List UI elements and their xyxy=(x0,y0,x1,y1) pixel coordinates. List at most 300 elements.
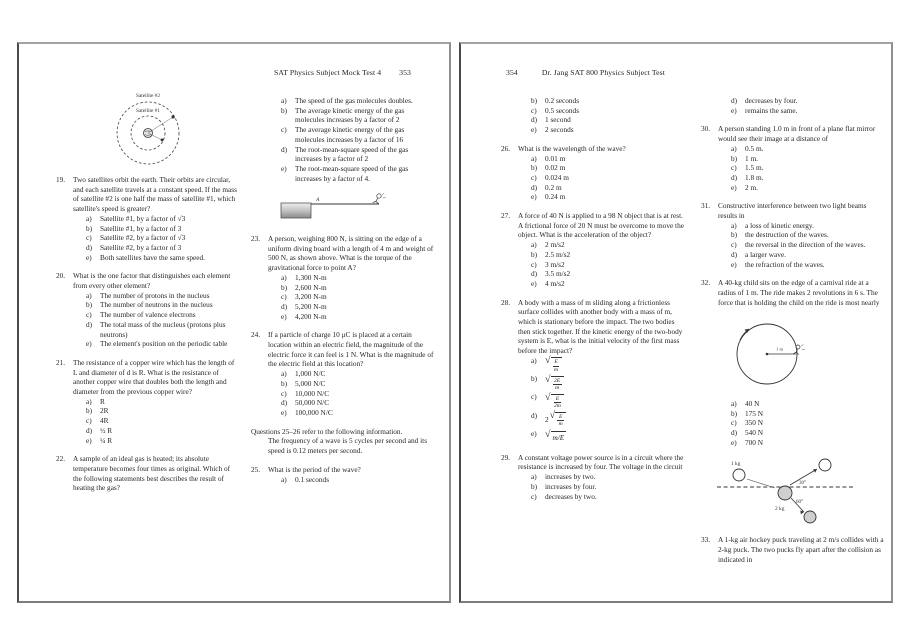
answer-option xyxy=(281,145,434,164)
math-expression xyxy=(545,373,564,391)
options-continuation xyxy=(718,399,884,448)
answer-option xyxy=(281,302,434,312)
diving-board-diagram xyxy=(279,192,391,224)
question-text: Two satellites orbit the earth. Their orbits are circular, and each satellite travels at a constant speed. If the mass of satellite #2 is one half the mass of satellite #1, which satellite's speed is greater? xyxy=(73,175,237,214)
option-text: 2.5 m/s2 xyxy=(545,249,571,259)
option-text: Satellite #2, by a factor of √3 xyxy=(100,233,186,243)
question-text: The resistance of a copper wire which has the length of L and diameter of d is R. What is the resistance of another copper wire that doubles both the length and diameter from the previous copper wire? xyxy=(73,357,235,397)
question-text: A sample of an ideal gas is heated; its absolute temperature becomes four times as original. Which of the following statements best describes the result of heating the gas? xyxy=(73,454,231,493)
option-label: e) xyxy=(86,252,92,262)
answer-option xyxy=(281,292,434,302)
question-body xyxy=(518,298,684,444)
option-label: b) xyxy=(281,105,288,115)
math-expression xyxy=(545,357,562,372)
option-label: c) xyxy=(86,416,92,426)
option-label: d) xyxy=(731,249,738,259)
question-33 xyxy=(701,535,884,564)
option-text: Both satellites have the same speed. xyxy=(100,252,205,262)
option-text: 1,000 N/C xyxy=(295,369,326,379)
answer-option xyxy=(86,243,239,253)
page-header xyxy=(274,68,411,77)
answer-option xyxy=(86,214,239,224)
option-label: b) xyxy=(86,300,93,310)
question-31 xyxy=(701,201,884,269)
radicand xyxy=(555,412,566,427)
option-text xyxy=(545,356,684,374)
denominator: m xyxy=(558,421,563,428)
numerator: E xyxy=(555,395,560,402)
question-27 xyxy=(501,211,684,289)
option-label: a) xyxy=(531,472,537,482)
question-number: 30. xyxy=(701,124,711,134)
option-label: c) xyxy=(86,233,92,243)
option-label: b) xyxy=(86,406,93,416)
question-30 xyxy=(701,124,884,192)
option-label: b) xyxy=(86,223,93,233)
option-text xyxy=(545,392,684,410)
answer-option xyxy=(531,250,684,260)
option-text: a loss of kinetic energy. xyxy=(745,220,814,230)
radicand xyxy=(551,394,565,409)
option-label: d) xyxy=(281,301,288,311)
question-25 xyxy=(251,465,434,484)
radical-sign: √ xyxy=(549,410,556,422)
option-text: The element's position on the periodic table xyxy=(100,339,228,349)
fraction xyxy=(553,396,563,409)
question-body xyxy=(518,144,684,202)
option-label: d) xyxy=(731,96,738,105)
answer-option xyxy=(281,369,434,379)
option-label: b) xyxy=(281,282,288,292)
option-label: d) xyxy=(731,172,738,182)
satellite-orbits-diagram xyxy=(100,90,196,166)
answer-option xyxy=(731,428,884,438)
question-body xyxy=(268,465,434,484)
answer-option xyxy=(531,472,684,482)
question-text: A force of 40 N is applied to a 98 N object that is at rest. A frictional force of 20 N must be overcome to move the object. What is the acceleration of the object? xyxy=(518,211,684,240)
answer-option xyxy=(281,312,434,322)
option-label: e) xyxy=(86,339,92,349)
option-label: a) xyxy=(731,143,737,153)
question-text: A 40-kg child sits on the edge of a carnival ride at a radius of 1 m. The ride makes 2 revolutions in 6 s. The force that is holding the child on the ride is most nearly xyxy=(718,278,880,307)
option-text: 5,200 N-m xyxy=(295,301,327,311)
answer-option xyxy=(531,492,684,502)
question-21 xyxy=(56,358,239,445)
answer-option xyxy=(731,438,884,448)
question-body xyxy=(73,271,239,349)
option-text: 540 N xyxy=(745,428,764,438)
question-body xyxy=(518,453,684,502)
option-label: c) xyxy=(281,388,287,398)
question-26 xyxy=(501,144,684,202)
question-number: 27. xyxy=(501,211,511,221)
option-label: b) xyxy=(731,408,738,418)
radicand xyxy=(551,357,562,372)
option-text: remains the same. xyxy=(745,105,798,115)
radicand xyxy=(551,376,564,391)
option-label: d) xyxy=(531,410,538,420)
option-text: 0.1 seconds xyxy=(295,474,330,484)
option-text: 0.02 m xyxy=(545,163,566,173)
answer-option xyxy=(731,154,884,164)
option-text: increases by four. xyxy=(545,481,597,491)
page-354 xyxy=(459,42,893,603)
option-text: 4 m/s2 xyxy=(545,278,565,288)
square-root xyxy=(545,373,564,391)
option-text: 1,300 N-m xyxy=(295,272,327,282)
option-text: 10,000 N/C xyxy=(295,388,330,398)
option-text xyxy=(545,374,684,392)
option-text: 350 N xyxy=(745,418,764,428)
option-text: 3 m/s2 xyxy=(545,259,565,269)
answer-option xyxy=(86,233,239,243)
answer-option xyxy=(731,230,884,240)
svg-text:Satellite #1: Satellite #1 xyxy=(135,108,160,114)
page-353-column-2 xyxy=(251,90,434,493)
option-text: the reversal in the direction of the waves. xyxy=(745,240,866,250)
option-text: The speed of the gas molecules doubles. xyxy=(295,96,413,105)
answer-option xyxy=(86,397,239,407)
question-text: A person standing 1.0 m in front of a plane flat mirror would see their image at a distance of xyxy=(718,124,876,144)
option-label: e) xyxy=(281,311,287,321)
figure-diving-board xyxy=(279,192,434,227)
option-text: 4R xyxy=(100,416,109,426)
question-body xyxy=(718,124,884,192)
options-continuation xyxy=(518,96,684,135)
square-root xyxy=(545,391,564,410)
option-label: a) xyxy=(86,290,92,300)
answer-option xyxy=(731,409,884,419)
answer-option xyxy=(531,192,684,202)
running-title: SAT Physics Subject Mock Test 4 xyxy=(274,68,382,77)
page-number: 353 xyxy=(399,68,411,77)
option-text: 175 N xyxy=(745,408,764,418)
question-number: 28. xyxy=(501,297,511,307)
option-text: 2 seconds xyxy=(545,125,574,135)
question-23 xyxy=(251,234,434,321)
question-body xyxy=(718,201,884,269)
question-text: A constant voltage power source is in a circuit where the resistance is increased by four. The voltage in the circuit xyxy=(518,452,684,472)
page-354-column-2 xyxy=(701,90,884,573)
option-text: increases by two. xyxy=(545,472,596,482)
option-label: b) xyxy=(531,163,538,173)
option-label: c) xyxy=(531,259,537,269)
answer-option xyxy=(531,183,684,193)
question-number: 19. xyxy=(56,175,66,184)
question-body xyxy=(268,330,434,417)
answer-option xyxy=(86,300,239,310)
answer-option xyxy=(281,273,434,283)
answer-option xyxy=(281,283,434,293)
option-label: b) xyxy=(281,378,288,388)
page-353-column-1 xyxy=(56,90,239,502)
answer-option xyxy=(731,260,884,270)
option-text: The number of neutrons in the nucleus xyxy=(100,300,213,310)
hockey-pucks-collision-diagram xyxy=(713,457,863,525)
option-label: b) xyxy=(731,153,738,163)
question-body xyxy=(73,175,239,262)
question-text: Constructive interference between two light beams results in xyxy=(718,201,867,221)
answer-option xyxy=(86,253,239,263)
option-text xyxy=(545,411,684,429)
option-text: The average kinetic energy of the gas molecules increases by a factor of 16 xyxy=(295,125,405,144)
answer-option xyxy=(531,240,684,250)
option-label: e) xyxy=(281,163,287,173)
option-text: 1 m. xyxy=(745,153,758,163)
page-number: 354 xyxy=(506,68,518,77)
option-label: a) xyxy=(731,399,737,409)
square-root xyxy=(545,428,566,443)
answer-option xyxy=(531,260,684,270)
numerator: 2E xyxy=(554,377,561,384)
page-353 xyxy=(17,42,451,603)
question-group-intro xyxy=(251,427,434,456)
figure-pucks xyxy=(713,457,884,528)
option-label: a) xyxy=(86,396,92,406)
math-expression xyxy=(545,428,566,443)
radical-sign: √ xyxy=(545,355,551,367)
radical-sign: √ xyxy=(545,373,551,385)
option-text: The number of protons in the nucleus xyxy=(100,290,210,300)
option-label: e) xyxy=(281,407,287,417)
option-label: e) xyxy=(86,435,92,445)
question-number: 31. xyxy=(701,201,711,211)
question-body xyxy=(73,454,239,493)
question-28 xyxy=(501,298,684,444)
option-label: a) xyxy=(86,213,92,223)
option-label: e) xyxy=(731,259,737,269)
question-body xyxy=(718,278,884,307)
svg-text:30°: 30° xyxy=(799,480,806,486)
option-label: e) xyxy=(731,182,737,192)
carnival-ride-diagram xyxy=(723,316,823,390)
option-label: a) xyxy=(281,474,287,484)
option-text: 0.024 m xyxy=(545,172,569,182)
option-label: c) xyxy=(531,105,537,115)
option-text: 1 second xyxy=(545,115,571,125)
answer-option xyxy=(731,221,884,231)
option-text: 0.2 m xyxy=(545,182,562,192)
answer-option xyxy=(531,173,684,183)
option-text: The average kinetic energy of the gas molecules increases by a factor of 2 xyxy=(295,105,405,125)
option-label: d) xyxy=(86,242,93,252)
option-label: e) xyxy=(531,278,537,288)
answer-option xyxy=(731,240,884,250)
radical-sign: √ xyxy=(545,391,551,403)
page-354-column-1 xyxy=(501,90,684,510)
question-text: A 1-kg air hockey puck traveling at 2 m/s collides with a 2-kg puck. The two pucks fly apart after the collision as indicated in xyxy=(718,535,884,564)
option-label: d) xyxy=(86,425,93,435)
option-text: 0.5 m. xyxy=(745,143,764,153)
fraction xyxy=(553,359,560,372)
question-text: A body with a mass of m sliding along a frictionless surface collides with another body with a mass of m, which is stationary before the impact. The two bodies then stick together. If the kinetic energy of the two-body system is E, what is the initial velocity of the first mass before the impact? xyxy=(518,297,683,356)
option-label: d) xyxy=(531,182,538,192)
option-label: c) xyxy=(531,491,537,501)
option-text: The number of valence electrons xyxy=(100,310,196,320)
question-body xyxy=(73,358,239,445)
answer-option xyxy=(281,125,434,144)
question-number: 29. xyxy=(501,452,511,462)
answer-option xyxy=(531,163,684,173)
answer-option xyxy=(281,164,434,183)
option-text: 50,000 N/C xyxy=(295,398,330,408)
answer-option xyxy=(531,269,684,279)
option-text: The root-mean-square speed of the gas increases by a factor of 2 xyxy=(295,144,409,164)
fraction xyxy=(553,378,562,391)
answer-option xyxy=(531,429,684,444)
square-root xyxy=(545,357,562,372)
answer-option xyxy=(731,183,884,193)
option-label: a) xyxy=(531,153,537,163)
answer-option xyxy=(731,250,884,260)
question-number: 26. xyxy=(501,143,511,153)
numerator: E xyxy=(554,359,558,366)
answer-option xyxy=(531,96,684,106)
option-label: d) xyxy=(731,428,738,438)
answer-option xyxy=(531,411,684,429)
figure-satellite xyxy=(56,90,239,166)
option-label: c) xyxy=(731,418,737,428)
answer-option xyxy=(86,320,239,339)
option-label: c) xyxy=(731,163,737,173)
answer-option xyxy=(281,408,434,418)
option-text: 3,200 N-m xyxy=(295,292,327,302)
answer-option xyxy=(731,96,884,106)
option-label: d) xyxy=(531,269,538,279)
option-text: 2R xyxy=(100,406,109,416)
option-label: c) xyxy=(531,392,537,402)
option-text: 0.24 m xyxy=(545,192,566,202)
answer-option xyxy=(86,224,239,234)
option-label: c) xyxy=(281,292,287,302)
figure-carnival-ride xyxy=(723,316,884,393)
svg-text:A: A xyxy=(316,197,320,204)
question-29 xyxy=(501,453,684,502)
denominator: 2m xyxy=(554,403,561,410)
question-number: 21. xyxy=(56,357,66,367)
question-number: 22. xyxy=(56,454,66,464)
question-32 xyxy=(701,278,884,307)
option-label: b) xyxy=(531,374,538,384)
option-text: 0.2 seconds xyxy=(545,96,580,105)
option-text: R xyxy=(100,396,105,406)
option-text: 2,600 N-m xyxy=(295,282,327,292)
option-label: a) xyxy=(281,272,287,282)
option-label: c) xyxy=(731,240,737,250)
question-number: 20. xyxy=(56,271,66,281)
denominator: m xyxy=(555,384,560,391)
option-text: 4,200 N-m xyxy=(295,311,327,321)
answer-option xyxy=(531,482,684,492)
question-number: 24. xyxy=(251,330,261,340)
answer-option xyxy=(531,154,684,164)
option-text: 700 N xyxy=(745,437,764,447)
option-text: ¼ R xyxy=(100,435,113,445)
question-number: 25. xyxy=(251,464,261,474)
option-text: the destruction of the waves. xyxy=(745,230,829,240)
answer-option xyxy=(86,406,239,416)
option-text: 3.5 m/s2 xyxy=(545,269,571,279)
denominator: m xyxy=(554,366,559,373)
answer-option xyxy=(731,173,884,183)
svg-text:60°: 60° xyxy=(796,499,803,505)
option-text xyxy=(545,429,684,444)
option-label: a) xyxy=(281,96,287,105)
question-text: What is the wavelength of the wave? xyxy=(518,143,626,153)
option-text: 2 m/s2 xyxy=(545,240,565,250)
option-label: b) xyxy=(531,249,538,259)
options-continuation xyxy=(718,96,884,115)
option-label: a) xyxy=(531,240,537,250)
option-label: a) xyxy=(731,220,737,230)
answer-option xyxy=(731,399,884,409)
option-text: the refraction of the waves. xyxy=(745,259,825,269)
option-text: Satellite #1, by a factor of 3 xyxy=(100,223,182,233)
math-expression xyxy=(545,391,564,410)
answer-option xyxy=(281,379,434,389)
question-body xyxy=(718,535,884,564)
question-text: If a particle of charge 10 μC is placed at a certain location within an electric field, the magnitude of the electric force it can feel is 1 N. What is the magnitude of the electric field at this location? xyxy=(268,330,434,369)
answer-option xyxy=(531,356,684,374)
answer-option xyxy=(531,279,684,289)
option-label: d) xyxy=(86,319,93,329)
answer-option xyxy=(731,163,884,173)
question-number: 23. xyxy=(251,234,261,244)
option-label: b) xyxy=(531,481,538,491)
option-label: a) xyxy=(281,369,287,379)
option-text: The root-mean-square speed of the gas increases by a factor of 4. xyxy=(295,163,409,183)
option-label: e) xyxy=(531,192,537,202)
intro-text: Questions 25–26 refer to the following information. xyxy=(251,426,403,436)
numerator: E xyxy=(558,414,563,421)
answer-option xyxy=(281,106,434,125)
option-text: a larger wave. xyxy=(745,249,786,259)
option-text: 1.5 m. xyxy=(745,163,764,173)
answer-option xyxy=(731,106,884,116)
option-text: 2 m. xyxy=(745,182,758,192)
answer-option xyxy=(531,125,684,135)
svg-text:1 m: 1 m xyxy=(776,346,784,352)
answer-option xyxy=(281,96,434,106)
answer-option xyxy=(86,416,239,426)
option-label: e) xyxy=(731,437,737,447)
svg-text:Satellite #2: Satellite #2 xyxy=(135,93,160,99)
answer-option xyxy=(531,374,684,392)
running-title: Dr. Jang SAT 800 Physics Subject Test xyxy=(541,68,665,77)
question-22 xyxy=(56,454,239,493)
option-label: e) xyxy=(731,105,737,115)
option-label: c) xyxy=(86,310,92,320)
option-text: Satellite #1, by a factor of √3 xyxy=(100,213,186,223)
answer-option xyxy=(86,310,239,320)
coefficient: 2 xyxy=(545,415,549,424)
option-text: 5,000 N/C xyxy=(295,378,326,388)
option-text: decreases by four. xyxy=(745,96,798,105)
option-text: The total mass of the nucleus (protons plus neutrons) xyxy=(100,319,226,339)
option-text: 1.8 m. xyxy=(745,172,764,182)
question-20 xyxy=(56,271,239,349)
option-label: e) xyxy=(531,125,537,135)
question-number: 32. xyxy=(701,278,711,288)
option-label: c) xyxy=(281,125,287,135)
answer-option xyxy=(531,106,684,116)
answer-option xyxy=(281,475,434,485)
answer-option xyxy=(531,115,684,125)
option-label: a) xyxy=(531,355,537,365)
answer-option xyxy=(86,339,239,349)
answer-option xyxy=(531,392,684,410)
answer-option xyxy=(281,389,434,399)
